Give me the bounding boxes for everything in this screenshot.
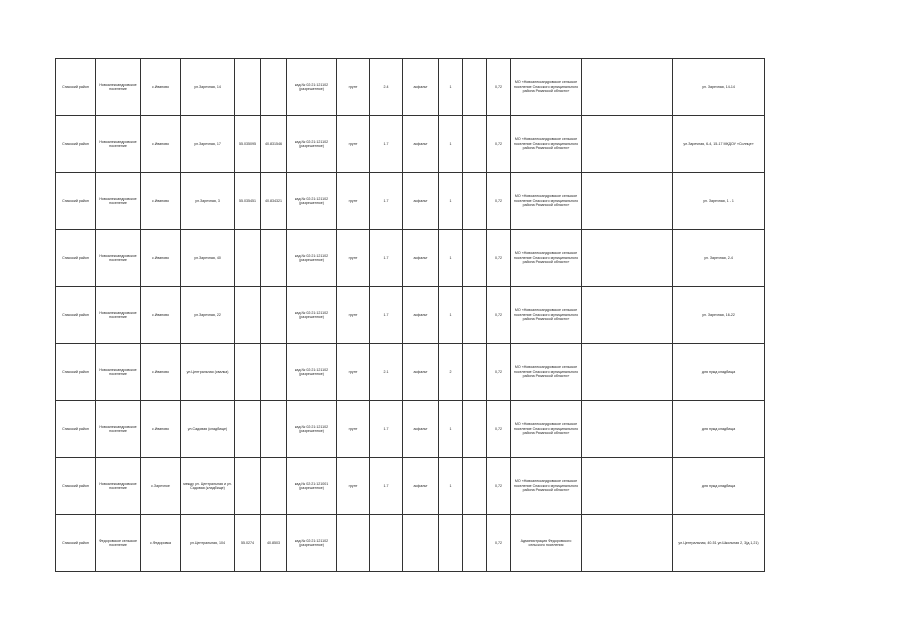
table-cell bbox=[463, 173, 487, 230]
table-cell: Спасский район bbox=[56, 173, 96, 230]
table-cell: 0,72 bbox=[487, 230, 511, 287]
table-cell: МО «Новоалександровское сельское поселение Спасского муниципального района Рязанской области» bbox=[511, 230, 582, 287]
table-cell: ул.Центральная, 40-51 ул.Школьная 2, 3(д.1,21) bbox=[673, 515, 765, 572]
table-cell: ул.Заречная, 14 bbox=[181, 59, 235, 116]
table-cell: 0,72 bbox=[487, 515, 511, 572]
table-cell: грунт bbox=[337, 458, 370, 515]
table-cell: Новоалександровское поселение bbox=[96, 287, 141, 344]
table-cell: 55.0274 bbox=[235, 515, 261, 572]
table-cell: ул.Заречная, 3 bbox=[181, 173, 235, 230]
table-cell: Спасский район bbox=[56, 515, 96, 572]
table-row bbox=[56, 458, 765, 515]
table-cell bbox=[235, 344, 261, 401]
table-cell: ул. Заречная, 1 - 1 bbox=[673, 173, 765, 230]
table-cell: грунт bbox=[337, 59, 370, 116]
table-cell: кад.№ 02:21:121102 (разрешенное) bbox=[287, 344, 337, 401]
table-cell: МО «Новоалександровское сельское поселение Спасского муниципального района Рязанской области» bbox=[511, 344, 582, 401]
table-cell bbox=[582, 287, 673, 344]
table-cell: 0,72 bbox=[487, 173, 511, 230]
table-cell: Новоалександровское поселение bbox=[96, 59, 141, 116]
table-cell: 1.7 bbox=[370, 458, 403, 515]
table-cell bbox=[235, 59, 261, 116]
document-table bbox=[55, 58, 765, 572]
table-cell: с.Иваново bbox=[141, 287, 181, 344]
table-cell: 55.035451 bbox=[235, 173, 261, 230]
table-cell: грунт bbox=[337, 344, 370, 401]
table-row bbox=[56, 401, 765, 458]
table-cell: ул.Заречная, 17 bbox=[181, 116, 235, 173]
table-cell: 0,72 bbox=[487, 116, 511, 173]
table-cell bbox=[261, 401, 287, 458]
table-cell: Новоалександровское поселение bbox=[96, 116, 141, 173]
table-cell: ул. Заречная, 14-14 bbox=[673, 59, 765, 116]
table-cell: кад.№ 02:21:121102 (разрешенное) bbox=[287, 173, 337, 230]
table-cell: с.Иваново bbox=[141, 59, 181, 116]
table-cell: с.Иваново bbox=[141, 230, 181, 287]
table-cell: 0,72 bbox=[487, 59, 511, 116]
table-cell: 1.7 bbox=[370, 287, 403, 344]
table-cell: Спасский район bbox=[56, 401, 96, 458]
table-cell: для нужд кладбища bbox=[673, 344, 765, 401]
table-cell: асфальт bbox=[403, 116, 439, 173]
table-cell: между ул. Центральная и ул. Садовая (кладбище) bbox=[181, 458, 235, 515]
table-cell: ул.Заречная, 6-4, 15-17 МКДОУ «Солнце» bbox=[673, 116, 765, 173]
table-cell: 1.7 bbox=[370, 173, 403, 230]
table-cell: МО «Новоалександровское сельское поселение Спасского муниципального района Рязанской области» bbox=[511, 116, 582, 173]
table-cell: асфальт bbox=[403, 344, 439, 401]
table-cell: 1 bbox=[439, 59, 463, 116]
table-row bbox=[56, 344, 765, 401]
table-cell: МО «Новоалександровское сельское поселение Спасского муниципального района Рязанской области» bbox=[511, 59, 582, 116]
table-cell: 1 bbox=[439, 116, 463, 173]
table-cell: 1 bbox=[439, 458, 463, 515]
table-cell: с.Иваново bbox=[141, 116, 181, 173]
table-cell: асфальт bbox=[403, 287, 439, 344]
table-cell: с.Иваново bbox=[141, 344, 181, 401]
table-cell: МО «Новоалександровское сельское поселение Спасского муниципального района Рязанской области» bbox=[511, 458, 582, 515]
table-cell: кад.№ 02:21:121102 (разрешенное) bbox=[287, 515, 337, 572]
table-cell: Спасский район bbox=[56, 458, 96, 515]
table-cell: для нужд кладбища bbox=[673, 458, 765, 515]
table-cell: МО «Новоалександровское сельское поселение Спасского муниципального района Рязанской области» bbox=[511, 287, 582, 344]
table-cell bbox=[235, 401, 261, 458]
table-cell: ул.Заречная, 22 bbox=[181, 287, 235, 344]
table-cell: Спасский район bbox=[56, 116, 96, 173]
table-row bbox=[56, 515, 765, 572]
table-cell: грунт bbox=[337, 173, 370, 230]
table-cell bbox=[463, 116, 487, 173]
table-cell: ул. Заречная, 2-4 bbox=[673, 230, 765, 287]
table-cell bbox=[463, 287, 487, 344]
table-cell: ул.Центральная (свалка) bbox=[181, 344, 235, 401]
table-cell: ул.Заречная, 40 bbox=[181, 230, 235, 287]
table-row bbox=[56, 287, 765, 344]
table-cell bbox=[582, 515, 673, 572]
table-cell bbox=[235, 287, 261, 344]
table-cell: кад.№ 02:21:121102 (разрешенное) bbox=[287, 230, 337, 287]
table-cell bbox=[370, 515, 403, 572]
table-cell: 0,72 bbox=[487, 344, 511, 401]
table-cell: Спасский район bbox=[56, 344, 96, 401]
table-cell: Новоалександровское поселение bbox=[96, 344, 141, 401]
table-cell: 40.831546 bbox=[261, 116, 287, 173]
table-cell: грунт bbox=[337, 230, 370, 287]
table-cell: ул.Центральная, 104 bbox=[181, 515, 235, 572]
table-cell: с.Иваново bbox=[141, 173, 181, 230]
table-cell bbox=[582, 344, 673, 401]
table-cell bbox=[235, 458, 261, 515]
table-cell bbox=[261, 59, 287, 116]
table-cell: кад.№ 02:21:121102 (разрешенное) bbox=[287, 59, 337, 116]
table-cell: Администрация Федоровского сельского поселения bbox=[511, 515, 582, 572]
table-cell: Новоалександровское поселение bbox=[96, 230, 141, 287]
table-cell: кад.№ 02:21:121102 (разрешенное) bbox=[287, 287, 337, 344]
table-cell: кад.№ 02:21:121102 (разрешенное) bbox=[287, 116, 337, 173]
table-cell: асфальт bbox=[403, 59, 439, 116]
table-cell bbox=[463, 59, 487, 116]
table-cell: Спасский район bbox=[56, 59, 96, 116]
table-cell: Спасский район bbox=[56, 287, 96, 344]
table-cell: Спасский район bbox=[56, 230, 96, 287]
table-cell: с.Иваново bbox=[141, 401, 181, 458]
table-cell: грунт bbox=[337, 116, 370, 173]
table-cell: 1 bbox=[439, 287, 463, 344]
table-cell bbox=[463, 515, 487, 572]
table-cell bbox=[582, 458, 673, 515]
table-cell bbox=[403, 515, 439, 572]
table-cell: асфальт bbox=[403, 173, 439, 230]
table-cell: 0,72 bbox=[487, 458, 511, 515]
table-cell bbox=[337, 515, 370, 572]
table-cell: грунт bbox=[337, 287, 370, 344]
table-cell bbox=[439, 515, 463, 572]
table-cell: 1.7 bbox=[370, 230, 403, 287]
table-cell: грунт bbox=[337, 401, 370, 458]
table-row bbox=[56, 173, 765, 230]
table-row bbox=[56, 59, 765, 116]
table-cell: Новоалександровское поселение bbox=[96, 401, 141, 458]
table-cell bbox=[582, 116, 673, 173]
table-cell: кад.№ 02:21:121102 (разрешенное) bbox=[287, 401, 337, 458]
table-cell: для нужд кладбища bbox=[673, 401, 765, 458]
table-cell bbox=[582, 401, 673, 458]
table-row bbox=[56, 230, 765, 287]
table-cell: с.Федоровка bbox=[141, 515, 181, 572]
table-cell: 0,72 bbox=[487, 287, 511, 344]
table-cell: 40.8503 bbox=[261, 515, 287, 572]
table-cell: асфальт bbox=[403, 401, 439, 458]
table-cell: 55.035095 bbox=[235, 116, 261, 173]
table-cell: Новоалександровское поселение bbox=[96, 173, 141, 230]
table-cell bbox=[261, 344, 287, 401]
table-cell: ул. Заречная, 16-22 bbox=[673, 287, 765, 344]
table-cell: с.Заречное bbox=[141, 458, 181, 515]
table-cell bbox=[235, 230, 261, 287]
table-cell: 0,72 bbox=[487, 401, 511, 458]
table-cell: МО «Новоалександровское сельское поселение Спасского муниципального района Рязанской области» bbox=[511, 173, 582, 230]
table-body bbox=[56, 59, 765, 572]
table-cell bbox=[463, 458, 487, 515]
table-cell: 2.4 bbox=[370, 59, 403, 116]
table-cell bbox=[582, 173, 673, 230]
table-cell bbox=[261, 458, 287, 515]
table-cell: асфальт bbox=[403, 458, 439, 515]
table-cell: 1 bbox=[439, 401, 463, 458]
table-cell: 1.7 bbox=[370, 116, 403, 173]
table-cell: ул.Садовая (кладбище) bbox=[181, 401, 235, 458]
table-cell bbox=[261, 230, 287, 287]
table-cell bbox=[463, 230, 487, 287]
table-row bbox=[56, 116, 765, 173]
table-cell: кад.№ 02:21:121001 (разрешенное) bbox=[287, 458, 337, 515]
table-cell bbox=[582, 59, 673, 116]
table-cell: 1 bbox=[439, 173, 463, 230]
table-cell: 1.7 bbox=[370, 401, 403, 458]
table-cell bbox=[463, 401, 487, 458]
table-cell: МО «Новоалександровское сельское поселение Спасского муниципального района Рязанской области» bbox=[511, 401, 582, 458]
table-cell: 2.1 bbox=[370, 344, 403, 401]
table-cell bbox=[463, 344, 487, 401]
table-cell: Федоровское сельское поселение bbox=[96, 515, 141, 572]
table-cell bbox=[582, 230, 673, 287]
table-cell: 2 bbox=[439, 344, 463, 401]
table-cell: Новоалександровское поселение bbox=[96, 458, 141, 515]
table-cell: 1 bbox=[439, 230, 463, 287]
table-cell: асфальт bbox=[403, 230, 439, 287]
table-cell: 40.834321 bbox=[261, 173, 287, 230]
table-cell bbox=[261, 287, 287, 344]
